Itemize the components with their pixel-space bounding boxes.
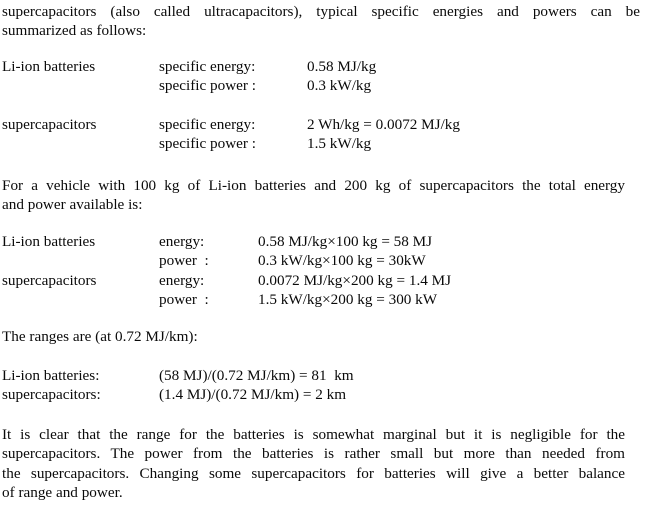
ranges-intro-line — [2, 327, 502, 346]
ranges-intro-text: The ranges are (at 0.72 MJ/km): — [2, 328, 198, 345]
table-row — [2, 134, 460, 153]
totals-row-3-label — [2, 290, 159, 309]
table-row — [2, 232, 451, 251]
ranges-row-0-label: Li-ion batteries: — [2, 367, 100, 384]
conclusion-paragraph-line-4: of range and power. — [2, 483, 123, 501]
vehicle-paragraph-line-2: and power available is: — [2, 196, 143, 214]
table-row — [2, 76, 460, 95]
totals-row-1-quantity: power : — [159, 252, 209, 270]
specs-row-0-label: Li-ion batteries — [2, 58, 96, 75]
specs-row-3-label — [2, 134, 159, 153]
spacer-cell — [159, 96, 307, 115]
table-row — [2, 115, 460, 134]
conclusion-paragraph-line-3: the supercapacitors. Changing some supercapacitors for batteries will give a better balance — [2, 464, 625, 482]
table-spacer-row — [2, 96, 460, 115]
specs-row-0-quantity: specific energy: — [159, 58, 256, 75]
specs-row-1-value: 0.3 kW/kg — [307, 77, 372, 95]
ranges-row-1-value: (1.4 MJ)/(0.72 MJ/km) = 2 km — [159, 386, 347, 404]
specs-row-3-value: 1.5 kW/kg — [307, 135, 372, 153]
ranges-table — [2, 366, 354, 405]
intro-paragraph-line-1: supercapacitors (also called ultracapacitors), typical specific energies and powers can be — [2, 3, 640, 20]
ranges-row-1-label: supercapacitors: — [2, 386, 101, 404]
conclusion-paragraph-line-2: supercapacitors. The power from the batteries is rather small but more than needed from — [2, 445, 625, 463]
table-row — [2, 57, 460, 76]
specs-row-3-quantity: specific power : — [159, 135, 256, 153]
totals-row-3-quantity: power : — [159, 290, 209, 308]
totals-table — [2, 232, 451, 309]
spacer-cell — [307, 96, 460, 115]
intro-paragraph-line-2: summarized as follows: — [2, 22, 147, 40]
table-row — [2, 385, 354, 404]
vehicle-paragraph — [2, 176, 625, 215]
specs-row-2-quantity: specific energy: — [159, 115, 256, 133]
totals-row-3-value: 1.5 kW/kg×200 kg = 300 kW — [258, 290, 438, 308]
spacer-cell — [2, 96, 159, 115]
specs-row-2-value: 2 Wh/kg = 0.0072 MJ/kg — [307, 115, 460, 133]
specs-row-2-label: supercapacitors — [2, 115, 97, 133]
vehicle-paragraph-line-1: For a vehicle with 100 kg of Li-ion batteries and 200 kg of supercapacitors the total energy — [2, 177, 625, 194]
totals-row-0-quantity: energy: — [159, 233, 205, 250]
specs-row-0-value: 0.58 MJ/kg — [307, 58, 377, 75]
totals-row-2-quantity: energy: — [159, 271, 205, 289]
totals-row-1-label — [2, 251, 159, 270]
table-row — [2, 290, 451, 309]
totals-row-0-value: 0.58 MJ/kg×100 kg = 58 MJ — [258, 233, 433, 250]
table-row — [2, 366, 354, 385]
specs-table — [2, 57, 460, 153]
totals-row-1-value: 0.3 kW/kg×100 kg = 30kW — [258, 252, 426, 270]
specs-row-1-quantity: specific power : — [159, 77, 256, 95]
table-row — [2, 271, 451, 290]
specs-row-1-label — [2, 76, 159, 95]
conclusion-paragraph-line-1: It is clear that the range for the batteries is somewhat marginal but it is negligible for the — [2, 426, 625, 443]
totals-row-2-value: 0.0072 MJ/kg×200 kg = 1.4 MJ — [258, 271, 452, 289]
totals-row-0-label: Li-ion batteries — [2, 233, 96, 250]
conclusion-paragraph — [2, 425, 625, 502]
totals-row-2-label: supercapacitors — [2, 271, 97, 289]
intro-paragraph — [2, 2, 640, 41]
table-row — [2, 251, 451, 270]
ranges-row-0-value: (58 MJ)/(0.72 MJ/km) = 81 km — [159, 367, 354, 384]
